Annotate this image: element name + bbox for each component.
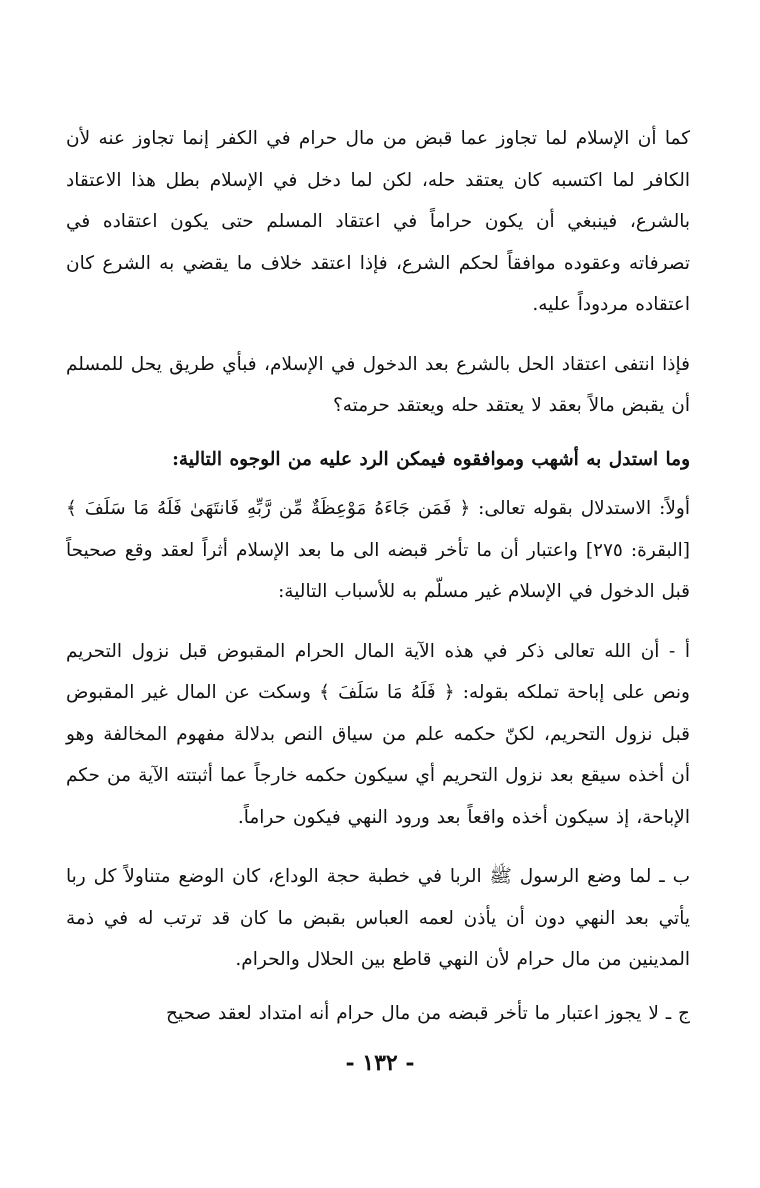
paragraph-first-argument: أولاً: الاستدلال بقوله تعالى: ﴿ فَمَن جَاءَهُ مَوْعِظَةٌ مِّن رَّبِّهِ فَانتَهَىٰ فَلَهُ مَا سَلَفَ ﴾ [البقرة: ٢٧٥] واعتبار أن ما تأخر قبضه الى ما بعد الإسلام أثراً لعقد وقع صحيحاً قبل الدخول في الإسلام غير مسلّم به للأسباب التالية: (66, 498, 691, 602)
paragraph-question: فإذا انتفى اعتقاد الحل بالشرع بعد الدخول في الإسلام، فبأي طريق يحل للمسلم أن يقبض مالاً بعقد لا يعتقد حله ويعتقد حرمته؟ (66, 353, 690, 416)
page-number: - ١٣٢ - (345, 1050, 415, 1076)
paragraph-point-c: ج ـ لا يجوز اعتبار ما تأخر قبضه من مال حرام أنه امتداد لعقد صحيح (165, 1002, 690, 1024)
paragraph-point-a: أ - أن الله تعالى ذكر في هذه الآية المال الحرام المقبوض قبل نزول التحريم ونص على إباحة تملكه بقوله: ﴿ فَلَهُ مَا سَلَفَ ﴾ وسكت عن المال غير المقبوض قبل نزول التحريم، لكنّ حكمه علم من سياق النص بدلالة مفهوم المخالفة وهو أن أخذه سيقع بعد نزول التحريم أي سيكون حكمه خارجاً عما أثبتته الآية من حكم الإباحة، إذ سيكون أخذه واقعاً بعد ورود النهي فيكون حراماً. (66, 640, 690, 828)
paragraph-rebuttal-intro: وما استدل به أشهب وموافقوه فيمكن الرد عليه من الوجوه التالية: (172, 448, 690, 470)
paragraph-conversion-belief: كما أن الإسلام لما تجاوز عما قبض من مال حرام في الكفر إنما تجاوز عنه لأن الكافر لما اكتسبه كان يعتقد حله، لكن لما دخل في الإسلام بطل هذا الاعتقاد بالشرع، فينبغي أن يكون حراماً في اعتقاد المسلم حتى يكون اعتقاده في تصرفاته وعقوده موافقاً لحكم الشرع، فإذا اعتقد خلاف ما يقضي به الشرع كان اعتقاده مردوداً عليه. (66, 128, 690, 315)
paragraph-point-b: ب ـ لما وضع الرسول ﷺ الربا في خطبة حجة الوداع، كان الوضع متناولاً كل ربا يأتي بعد النهي دون أن يأذن لعمه العباس بقبض ما كان قد ترتب له في ذمة المدينين من مال حرام لأن النهي قاطع بين الحلال والحرام. (66, 866, 690, 970)
